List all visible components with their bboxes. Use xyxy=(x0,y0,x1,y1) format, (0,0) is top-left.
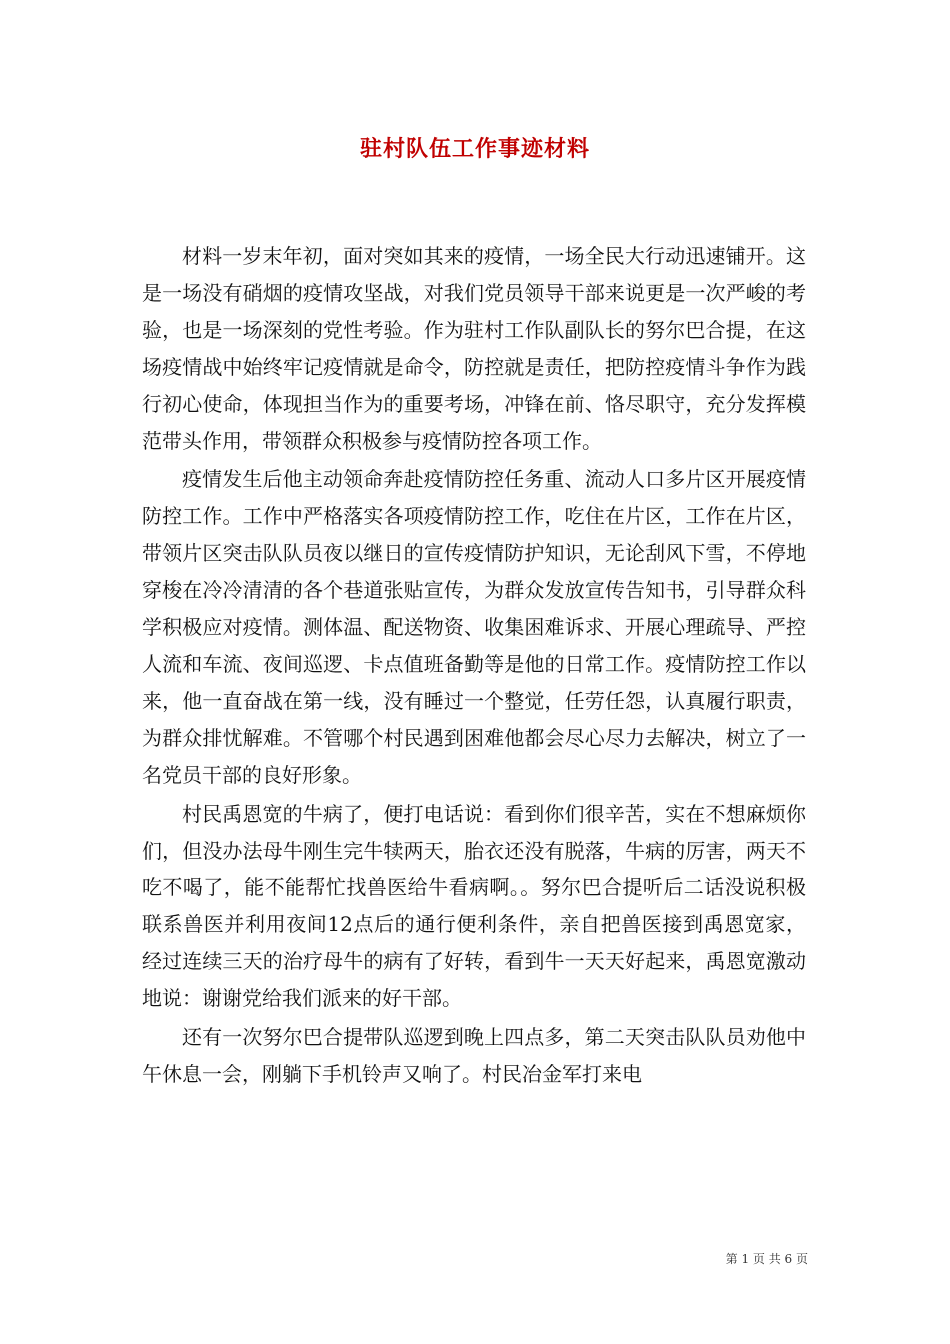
paragraph-3: 村民禹恩宽的牛病了，便打电话说：看到你们很辛苦，实在不想麻烦你们，但没办法母牛刚生完牛犊两天，胎衣还没有脱落，牛病的厉害，两天不吃不喝了，能不能帮忙找兽医给牛看病啊。。努尔巴合提听后二话没说积极联系兽医并利用夜间12点后的通行便利条件，亲自把兽医接到禹恩宽家，经过连续三天的治疗母牛的病有了好转，看到牛一天天好起来，禹恩宽激动地说：谢谢党给我们派来的好干部。 xyxy=(142,801,806,1011)
paragraph-4: 还有一次努尔巴合提带队巡逻到晚上四点多，第二天突击队队员劝他中午休息一会，刚躺下手机铃声又响了。村民冶金军打来电 xyxy=(142,1025,806,1086)
paragraph-1: 材料一岁末年初，面对突如其来的疫情，一场全民大行动迅速铺开。这是一场没有硝烟的疫情攻坚战，对我们党员领导干部来说更是一次严峻的考验，也是一场深刻的党性考验。作为驻村工作队副队长的努尔巴合提，在这场疫情战中始终牢记疫情就是命令，防控就是责任，把防控疫情斗争作为践行初心使命，体现担当作为的重要考场，冲锋在前、恪尽职守，充分发挥模范带头作用，带领群众积极参与疫情防控各项工作。 xyxy=(142,244,806,453)
page-number: 第 1 页 共 6 页 xyxy=(725,1252,808,1266)
document-title: 驻村队伍工作事迹材料 xyxy=(359,136,590,162)
document-body xyxy=(142,238,806,1093)
paragraph-2: 疫情发生后他主动领命奔赴疫情防控任务重、流动人口多片区开展疫情防控工作。工作中严格落实各项疫情防控工作，吃住在片区，工作在片区，带领片区突击队队员夜以继日的宣传疫情防护知识，无论刮风下雪，不停地穿梭在冷冷清清的各个巷道张贴宣传，为群众发放宣传告知书，引导群众科学积极应对疫情。测体温、配送物资、收集困难诉求、开展心理疏导、严控人流和车流、夜间巡逻、卡点值班备勤等是他的日常工作。疫情防控工作以来，他一直奋战在第一线，没有睡过一个整觉，任劳任怨，认真履行职责，为群众排忧解难。不管哪个村民遇到困难他都会尽心尽力去解决，树立了一名党员干部的良好形象。 xyxy=(142,467,806,787)
